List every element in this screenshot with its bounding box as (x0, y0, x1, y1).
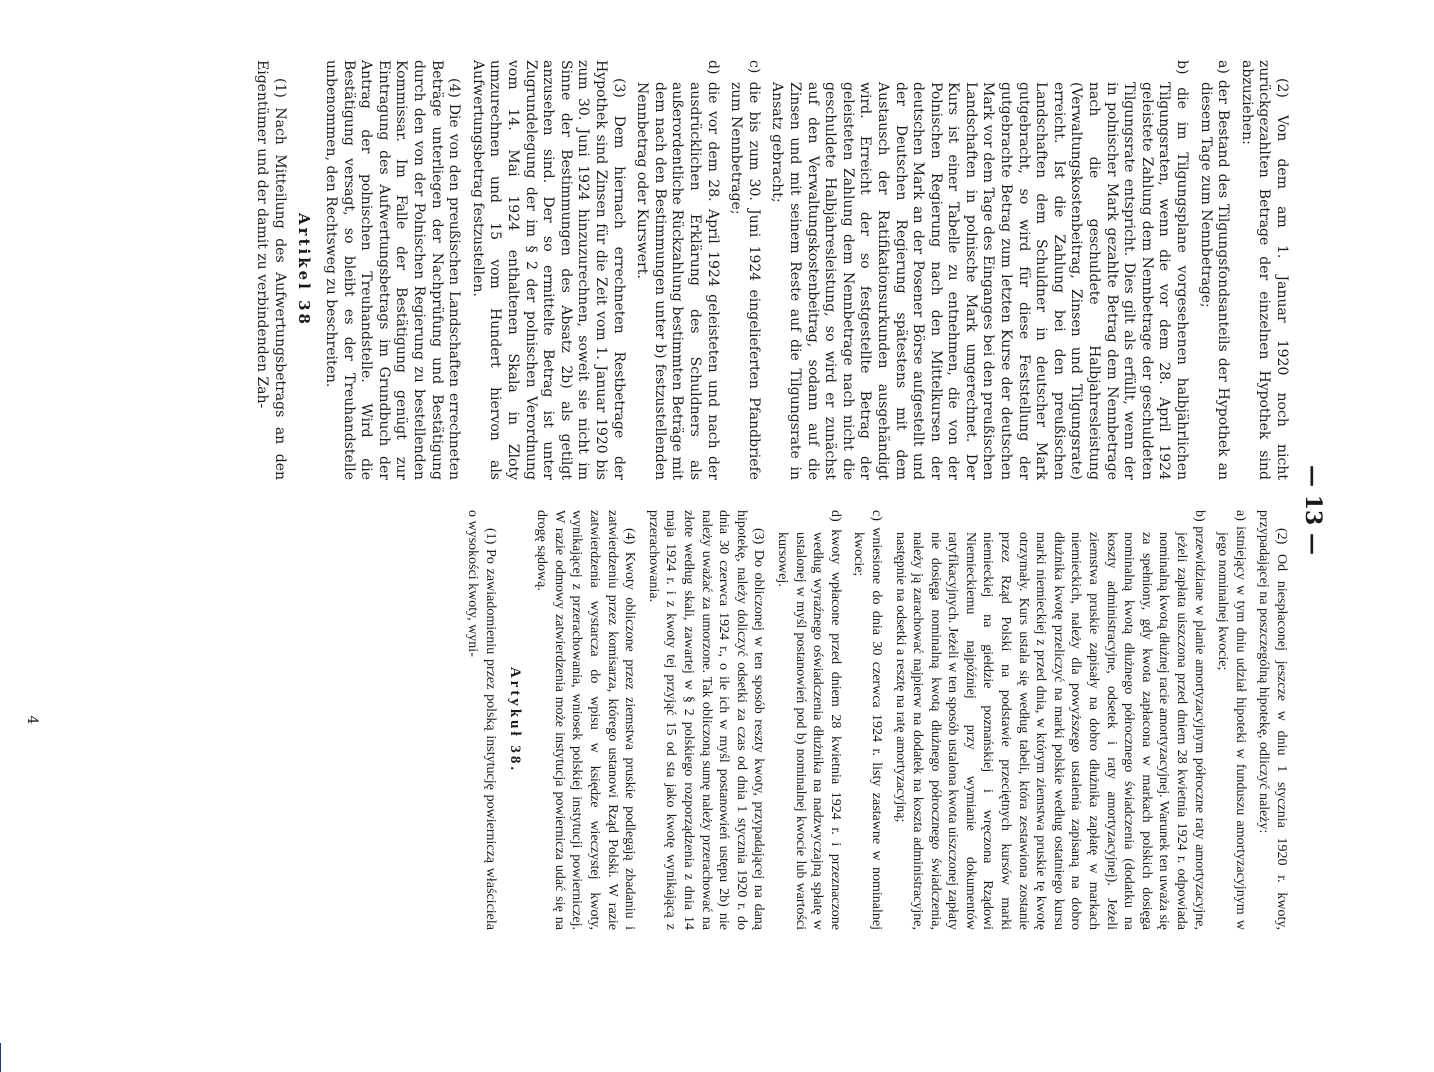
polish-item-d: d) kwoty wpłacone przed dniem 28 kwietnia 1924 r. i przeznaczone według wyraźnego oświadczenia dłużnika na nadzwyczajną spłatę w ustalonej w myśl postanowień pod b) nominalnej kwocie lub wartości kursowej. (774, 510, 843, 930)
polish-item-c: c) wniesione do dnia 30 czerwca 1924 r. listy zastawne w nominalnej kwocie; (851, 510, 884, 930)
german-item-c: c) die bis zum 30. Juni 1924 eingelieferten Pfandbriefe zum Nennbetrage; (728, 60, 762, 480)
german-paragraph-4: (4) Die von den preußischen Landschaften errechneten Beträge unterliegen der Nachprüfung und Bestätigung durch den von der Polnischen Regierung zu bestellenden Kommissar. Im Falle der Bestätigung genügt zur Eintragung des Aufwertungsbetrags im Grundbuch der Antrag der polnischen Treuhandstelle. Wird die Bestätigung versagt, so bleibt es der Treuhandstelle unbenommen, den Rechtsweg zu beschreiten. (323, 60, 463, 480)
polish-article-38-paragraph-1: (1) Po zawiadomieniu przez polską instytucję powierniczą właściciela o wysokości kwoty, wyni- (465, 510, 499, 930)
german-column (247, 60, 1290, 480)
polish-item-a: a) istniejący w tym dniu udział hipoteki w funduszu amortyzacyjnym w jego nominalnej kwocie; (1215, 510, 1248, 930)
digitization-footer (0, 610, 1, 1072)
german-article-heading: Artikel 38 (294, 213, 313, 327)
sheet-signature-mark: 4 (24, 715, 40, 725)
page-number: — 13 — (1300, 465, 1326, 555)
german-item-d: d) die vor dem 28. April 1924 geleisteten und nach der ausdrücklichen Erklärung des Schuldners als außerordentliche Rückzahlung bestimmten Beträge mit dem nach den Bestimmungen unter b) festzustellenden Nennbetrag oder Kurswert. (634, 60, 721, 480)
german-paragraph-2: (2) Von dem am 1. Januar 1920 noch nicht zurückgezahlten Betrage der einzelnen Hypothek sind abzuziehen: (1238, 60, 1290, 480)
german-item-a: a) der Bestand des Tilgungsfondsanteils der Hypothek an diesem Tage zum Nennbetrage; (1197, 60, 1232, 480)
document-page (0, 60, 1330, 960)
german-article-38-paragraph-1: (1) Nach Mitteilung des Aufwertungsbetrags an den Eigentümer und der damit zu verbindenden Zah- (254, 60, 288, 480)
footer-text (0, 610, 1, 1036)
polish-paragraph-4: (4) Kwoty obliczone przez ziemstwa pruskie podlegają zbadaniu i zatwierdzeniu przez komisarza, którego ustanowi Rząd Polski. W razie zatwierdzenia wystarcza do wpisu w księdze wieczystej kwoty, wynikającej z przerachowania, wniosek polskiej instytucji powierniczej. W razie odmowy zatwierdzenia może instytucja powiernicza udać się na drogę sądową. (534, 510, 638, 930)
polish-column (458, 510, 1290, 930)
german-item-b: b) die im Tilgungsplane vorgesehenen halbjährlichen Tilgungsraten, wenn die vor dem 28. April 1924 geleistete Zahlung dem Nennbetrage der geschuldeten Tilgungsrate entspricht. Dies gilt als erfüllt, wenn der in polnischer Mark gezahlte Betrag dem Nennbetrage nach die geschuldete Halbjahresleistung (Verwaltungskostenbeitrag, Zinsen und Tilgungsrate) erreicht. Ist die Zahlung bei den preußischen Landschaften dem Schuldner in deutscher Mark gutgebracht, so wird für diese Feststellung der gutgebrachte Betrag zum letzten Kurse der deutschen Mark vor dem Tage des Einganges bei den preußischen Landschaften in polnische Mark umgerechnet. Der Kurs ist einer Tabelle zu entnehmen, die von der Polnischen Regierung nach den Mittelkursen der deutschen Mark an der Posener Börse aufgestellt und der Deutschen Regierung spätestens mit dem Austausch der Ratifikationsurkunden ausgehändigt wird. Erreicht der so festgestellte Betrag der geleisteten Zahlung dem Nennbetrage nach nicht die geschuldete Halbjahresleistung, so wird er zunächst auf den Verwaltungskostenbeitrag, sodann auf die Zinsen und mit seinem Reste auf die Tilgungsrate in Ansatz gebracht; (769, 60, 1191, 480)
german-paragraph-3: (3) Dem hiernach errechneten Restbetrage der Hypothek sind Zinsen für die Zeit vom 1. Januar 1920 bis zum 30. Juni 1924 hinzuzurechnen, soweit sie nicht im Sinne der Bestimmungen des Absatz 2b) als getilgt anzusehen sind. Der so ermittelte Betrag ist unter Zugrundelegung der im § 2 der polnischen Verordnung vom 14. Mai 1924 enthaltenen Skala in Zloty umzurechnen und 15 vom Hundert hiervon als Aufwertungsbetrag festzustellen. (469, 60, 627, 480)
dfg-logo-icon (0, 1043, 1, 1072)
polish-article-heading: Artykuł 38. (506, 666, 523, 774)
polish-item-b: b) przewidziane w planie amortyzacyjnym półroczne raty amortyzacyjne, jeżeli zapłata uiszczona przed dniem 28 kwietnia 1924 r. odpowiada nominalną kwotą dłużnej racie amortyzacyjnej. Warunek ten uważa się za spełniony, gdy kwota zapłacona w markach polskich dosięga nominalną kwotą dłużnego półrocznego świadczenia (dodatku na koszty administracyjne, odsetek i raty amortyzacyjnej). Jeżeli ziemstwa pruskie zapisały na dobro dłużnika zapłatę w markach niemieckich, należy dla powyższego ustalenia zapisaną na dobro dłużnika kwotę przeliczyć na marki polskie według ostatniego kursu marki niemieckiej z przed dnia, w którym ziemstwa pruskie tę kwotę otrzymały. Kurs ustala się według tabeli, która zestawiona zostanie przez Rząd Polski na podstawie przeciętnych kursów marki niemieckiej na giełdzie poznańskiej i wręczona Rządowi Niemieckiemu najpóźniej przy wymianie dokumentów ratyfikacyjnych. Jeżeli w ten sposób ustalona kwota uiszczonej zapłaty nie dosięga nominalną kwotą dłużnego półrocznego świadczenia, należy ją zarachować najpierw na dodatek na koszta administracyjne, następnie na odsetki a resztę na ratę amortyzacyjną; (892, 510, 1207, 930)
polish-paragraph-2: (2) Od niespłaconej jeszcze w dniu 1 stycznia 1920 r. kwoty, przypadającej na poszczególną hipotekę, odliczyć należy: (1256, 510, 1289, 930)
polish-paragraph-3: (3) Do obliczonej w ten sposób reszty kwoty, przypadającej na daną hipotekę, należy doliczyć odsetki za czas od dnia 1 stycznia 1920 r. do dnia 30 czerwca 1924 r., o ile ich w myśl postanowień ustępu 2b) nie należy uważać za umorzone. Tak obliczoną sumę należy przerachować na złote według skali, zawartej w § 2 polskiego rozporządzenia z dnia 14 maja 1924 r. i z kwoty tej przyjąć 15 od sta jako kwotę wynikającą z przerachowania. (645, 510, 767, 930)
